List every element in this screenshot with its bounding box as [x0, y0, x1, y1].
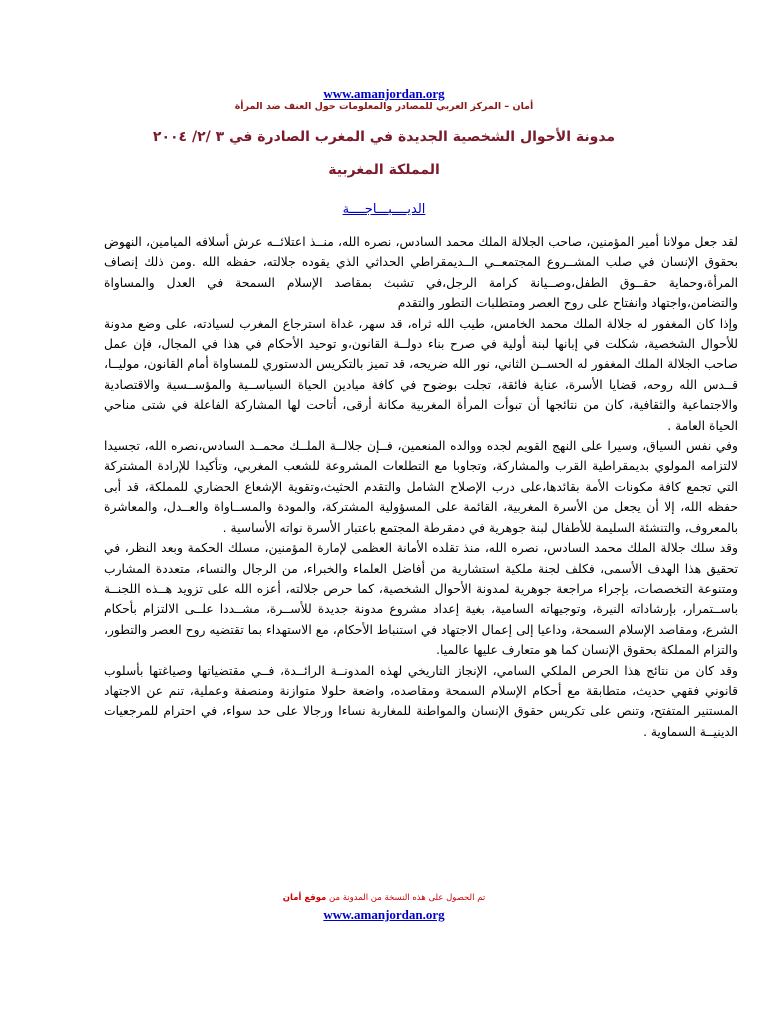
paragraph-2: وإذا كان المغفور له جلالة الملك محمد الخامس، طيب الله ثراه، قد سهر، غداة استرجاع المغرب لسيادته، على وضع مدونة للأحوال الشخصية، شكلت في إبانها لبنة أولية في صرح بناء دولــة القانون،و توحيد الأحكام في هذا في المجال، فإن عمل صاحب الجلالة الملك المغفور له الحســن الثاني، نور الله ضريحه، قد تميز بالتكريس الدستوري للمساواة أمام القانون، موليــا، قــدس الله روحه، قضايا الأسرة، عناية فائقة، تجلت بوضوح في كافة ميادين الحياة السياســية والمؤســسية والاقتصادية والاجتماعية والثقافية، كان من نتائجها أن تبوأت المرأة المغربية مكانة أرقى، أتاحت لها المشاركة الفاعلة في شتى مناحي الحياة العامة .	[104, 316, 738, 433]
document-title: مدونة الأحوال الشخصية الجديدة في المغرب الصادرة في ٣ /٢/ ٢٠٠٤	[152, 129, 616, 145]
footer-note	[0, 893, 768, 903]
body-text	[104, 232, 738, 742]
preamble-heading: الديــــبـــاجــــة	[342, 202, 426, 217]
paragraph-1: لقد جعل مولانا أمير المؤمنين، صاحب الجلالة الملك محمد السادس، نصره الله، منــذ اعتلائــه عرش أسلافه الميامين، النهوض بحقوق الإنسان في صلب المشــروع المجتمعــي الــديمقراطي الحداثي الذي يقوده جلالته، حفظه الله .ومن ذلك إنصاف المرأة،وحماية حقــوق الطفل،وصــيانة كرامة الرجل،في تشبث بمقاصد الإسلام السمحة في العدل والمساواة والتضامن،واجتهاد وانفتاح على روح العصر ومتطلبات التطور والتقدم	[104, 235, 738, 311]
paragraph-3: وفي نفس السياق، وسيرا على النهج القويم لجده ووالده المنعمين، فــإن جلالــة الملــك محمــد السادس،نصره الله، تجسيدا لالتزامه المولوي بديمقراطية القرب والمشاركة، وتجاوبا مع التطلعات المشروعة للشعب المغربي، وتأكيدا للإرادة المشتركة التي تجمع كافة مكونات الأمة بقائدها،على درب الإصلاح الشامل والتقدم الحثيث،وتقوية الإشعاع الحضاري للمملكة، قد أبى حفظه الله، إلا أن يجعل من الأسرة المغربية، القائمة على المسؤولية المشتركة، والمودة والمســاواة والعــدل، والمعاشرة بالمعروف، والتنشئة السليمة للأطفال لبنة جوهرية في دمقرطة المجتمع باعتبار الأسرة نواته الأساسية .	[104, 439, 738, 535]
footer-site-link[interactable]: www.amanjordan.org	[323, 907, 445, 922]
header-tagline: أمان – المركز العربي للمصادر والمعلومات حول العنف ضد المرأة	[234, 101, 534, 112]
paragraph-5: وقد كان من نتائج هذا الحرص الملكي السامي، الإنجاز التاريخي لهذه المدونــة الرائــدة، فــي مقتضياتها وصياغتها بأسلوب قانوني فقهي حديث، متطابقة مع أحكام الإسلام السمحة ومقاصده، واضعة حلولا متوازنة ومنصفة وعملية، تنم عن الاجتهاد المستنير المتفتح، وتنص على تكريس حقوق الإنسان والمواطنة للمغاربة نساءا ورجالا على حد سواء، في احترام للمرجعيات الدينيــة السماوية .	[104, 663, 738, 739]
footer-note-site: موقع أمان	[282, 893, 327, 903]
footer-note-prefix: تم الحصول على هذه النسخة من المدونة من	[329, 893, 486, 903]
header-site-link[interactable]: www.amanjordan.org	[323, 86, 445, 101]
document-subtitle: المملكة المغربية	[328, 162, 440, 178]
paragraph-4: وقد سلك جلالة الملك محمد السادس، نصره الله، منذ تقلده الأمانة العظمى لإمارة المؤمنين، مسلك الحكمة وبعد النظر، في تحقيق هذا الهدف الأسمى، فكلف لجنة ملكية استشارية من أفاضل العلماء والخبراء، من الرجال والنساء، متعددة المشارب ومتنوعة التخصصات، بإجراء مراجعة جوهرية لمدونة الأحوال الشخصية، كما حرص جلالته، أعزه الله على تزويد هــذه اللجنــة باســتمرار، بإرشاداته النيرة، وتوجيهاته السامية، بغية إعداد مشروع مدونة جديدة للأســرة، مشــددا علــى الالتزام بأحكام الشرع، ومقاصد الإسلام السمحة، وداعيا إلى إعمال الاجتهاد في استنباط الأحكام، مع الاستهداء بما تقتضيه روح العصر والتطور، والتزام المملكة بحقوق الإنسان كما هو متعارف عليها عالميا.	[104, 541, 738, 658]
